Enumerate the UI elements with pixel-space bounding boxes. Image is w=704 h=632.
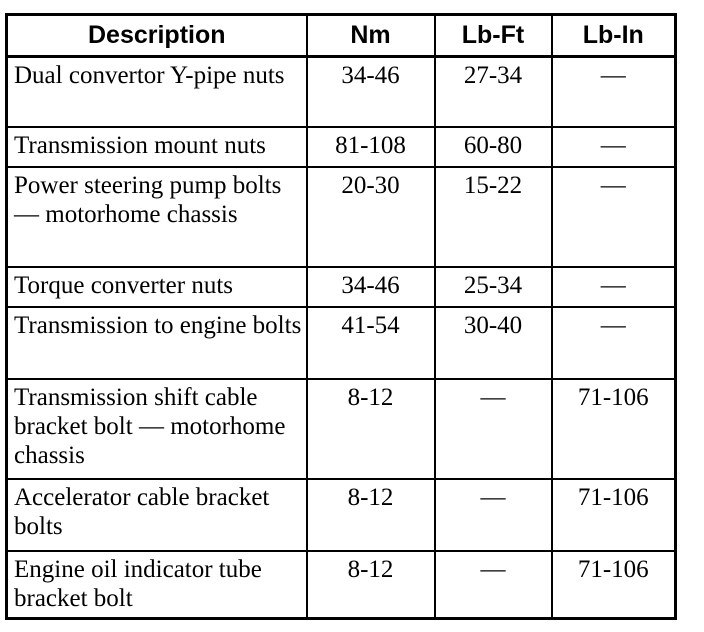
description-cell: Engine oil indicator tube bracket bolt bbox=[7, 551, 307, 619]
lbft-cell: 30-40 bbox=[435, 307, 552, 379]
nm-cell: 8-12 bbox=[307, 479, 435, 551]
description-cell: Transmission shift cable bracket bolt — motorhome chassis bbox=[7, 379, 307, 479]
description-cell: Torque converter nuts bbox=[7, 267, 307, 307]
nm-cell: 20-30 bbox=[307, 167, 435, 267]
lbft-cell: 60-80 bbox=[435, 127, 552, 167]
table-row bbox=[7, 551, 676, 619]
table-row bbox=[7, 479, 676, 551]
description-cell: Transmission to engine bolts bbox=[7, 307, 307, 379]
lbft-cell: — bbox=[435, 551, 552, 619]
lbin-cell: 71-106 bbox=[552, 379, 676, 479]
lbft-cell: — bbox=[435, 379, 552, 479]
nm-cell: 34-46 bbox=[307, 57, 435, 127]
lbin-cell: — bbox=[552, 167, 676, 267]
header-lbft: Lb-Ft bbox=[435, 15, 552, 57]
description-cell: Power steering pump bolts — motorhome chassis bbox=[7, 167, 307, 267]
lbft-cell: 27-34 bbox=[435, 57, 552, 127]
lbin-cell: — bbox=[552, 57, 676, 127]
header-nm: Nm bbox=[307, 15, 435, 57]
nm-cell: 41-54 bbox=[307, 307, 435, 379]
description-cell: Dual convertor Y-pipe nuts bbox=[7, 57, 307, 127]
table-row bbox=[7, 167, 676, 267]
description-cell: Transmission mount nuts bbox=[7, 127, 307, 167]
nm-cell: 81-108 bbox=[307, 127, 435, 167]
header-lbin: Lb-In bbox=[552, 15, 676, 57]
nm-cell: 8-12 bbox=[307, 379, 435, 479]
lbin-cell: — bbox=[552, 267, 676, 307]
table-row bbox=[7, 379, 676, 479]
lbin-cell: — bbox=[552, 307, 676, 379]
table-row bbox=[7, 267, 676, 307]
description-cell: Accelerator cable bracket bolts bbox=[7, 479, 307, 551]
table-row bbox=[7, 307, 676, 379]
lbft-cell: 15-22 bbox=[435, 167, 552, 267]
lbin-cell: 71-106 bbox=[552, 479, 676, 551]
nm-cell: 8-12 bbox=[307, 551, 435, 619]
torque-specifications-table bbox=[5, 13, 677, 620]
lbft-cell: — bbox=[435, 479, 552, 551]
table-row bbox=[7, 127, 676, 167]
lbin-cell: 71-106 bbox=[552, 551, 676, 619]
table-row bbox=[7, 57, 676, 127]
header-row bbox=[7, 15, 676, 57]
nm-cell: 34-46 bbox=[307, 267, 435, 307]
header-description: Description bbox=[7, 15, 307, 57]
lbft-cell: 25-34 bbox=[435, 267, 552, 307]
lbin-cell: — bbox=[552, 127, 676, 167]
